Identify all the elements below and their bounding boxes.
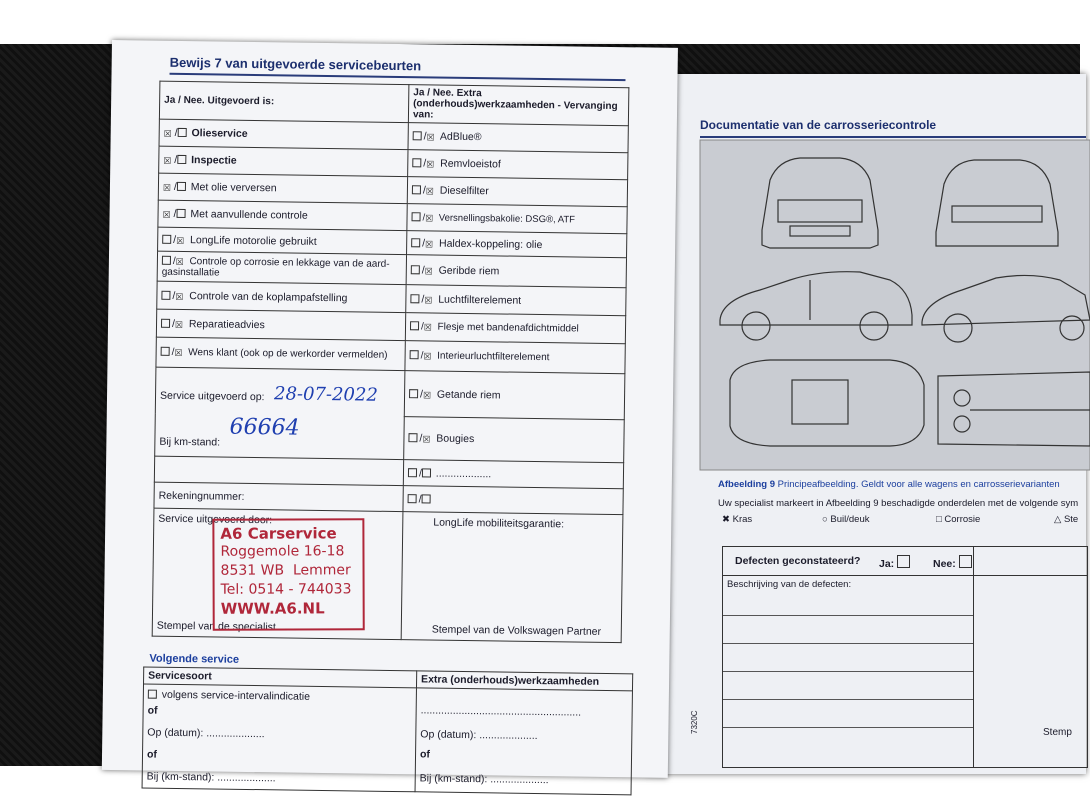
next-extra-dots[interactable]: ....................................................... (420, 704, 582, 719)
legend-buil: ○ Buil/deuk (822, 514, 870, 525)
defects-label: Defecten geconstateerd? (735, 555, 861, 567)
checkbox[interactable] (177, 182, 186, 191)
checkbox[interactable] (177, 155, 186, 164)
legend-kras-label: Kras (732, 514, 753, 525)
checkbox[interactable] (161, 290, 170, 299)
checkbox[interactable] (422, 468, 431, 477)
row-label: Haldex-koppeling: olie (438, 237, 543, 251)
next-col1-header: Servicesoort (144, 667, 417, 688)
row-label: AdBlue® (439, 130, 482, 144)
check-icon[interactable]: ☒ (426, 132, 435, 143)
row-versnellingsbakolie: /☒ Versnellingsbakolie: DSG®, ATF (407, 204, 627, 234)
next-km-2[interactable]: Bij (km-stand): .................... (419, 772, 549, 787)
mark-instruction: Uw specialist markeert in Afbeelding 9 beschadigde onderdelen met de volgende sym (718, 498, 1079, 509)
row-label: Bougies (436, 432, 475, 446)
row-label: Getande riem (436, 388, 501, 401)
check-icon[interactable]: ☒ (162, 182, 172, 193)
invoice-label: Rekeningnummer: (154, 482, 403, 511)
checkbox[interactable] (408, 468, 417, 477)
check-icon[interactable]: ☒ (163, 155, 172, 166)
row-empty: / (403, 486, 623, 515)
check-icon[interactable]: ☒ (424, 265, 433, 277)
check-icon[interactable]: ☒ (425, 238, 434, 250)
row-inspectie: ☒ / Inspectie (159, 146, 408, 176)
checkbox[interactable] (410, 321, 419, 330)
row-label: Dieselfilter (439, 184, 489, 198)
left-page-title: Bewijs 7 van uitgevoerde servicebeurten (169, 54, 422, 74)
row-getande-riem: /☒ Getande riem (404, 371, 625, 420)
figure-caption-label: Afbeelding 9 (718, 479, 776, 490)
checkbox[interactable] (409, 389, 418, 398)
defects-yes (879, 555, 912, 570)
stamp-web: WWW.A6.NL (220, 599, 325, 618)
page-code: 7320C (690, 710, 699, 734)
row-label: LongLife motorolie gebruikt (189, 233, 317, 248)
km-spacer (154, 456, 403, 485)
row-label: Versnellingsbakolie: DSG®, ATF (438, 212, 576, 225)
left-page (102, 40, 678, 787)
performed-by-label: Service uitgevoerd door: (158, 512, 273, 527)
check-icon[interactable]: ☒ (174, 347, 183, 359)
stamp-street: Roggemole 16-18 (220, 543, 345, 560)
defects-no (933, 555, 974, 570)
checkbox[interactable] (161, 318, 170, 327)
row-label: Wens klant (ook op de werkorder vermelden) (188, 347, 388, 361)
km-value[interactable]: 66664 (229, 414, 300, 441)
row-label: Olieservice (191, 127, 248, 140)
check-icon[interactable]: ☒ (174, 319, 184, 330)
next-service-table (142, 666, 634, 795)
longlife-label: LongLife mobiliteitsgarantie: (433, 516, 565, 531)
km-label: Bij km-stand: (159, 435, 221, 449)
row-koplamp: /☒ Controle van de koplampafstelling (157, 281, 406, 312)
checkbox[interactable] (161, 347, 170, 356)
checkbox[interactable] (148, 690, 157, 699)
next-col2-header: Extra (onderhouds)werkzaamheden (416, 671, 632, 691)
next-service-title: Volgende service (149, 652, 240, 666)
checkbox[interactable] (408, 433, 417, 442)
legend-steen-label: Ste (1063, 514, 1079, 525)
row-label: Met olie verversen (190, 181, 277, 195)
check-icon[interactable]: ☒ (426, 159, 435, 170)
row-label: Controle op corrosie en lekkage van de aard-gasinstallatie (161, 255, 390, 279)
row-remvloeistof: /☒ Remvloeistof (408, 150, 628, 180)
check-icon[interactable]: ☒ (425, 212, 434, 224)
right-page (646, 74, 1086, 774)
next-of-1: of (147, 704, 158, 717)
next-col1-body (142, 684, 416, 792)
legend-steen: △ Ste (1054, 514, 1079, 525)
row-luchtfilter: /☒ Luchtfilterelement (406, 285, 626, 316)
row-label: Reparatieadvies (188, 317, 265, 331)
row-olieservice: ☒ / Olieservice (159, 119, 408, 149)
checkbox[interactable] (410, 294, 419, 303)
row-label: Geribde riem (438, 264, 500, 277)
title-rule-left (170, 73, 626, 81)
checkbox[interactable] (412, 158, 421, 167)
next-interval-label: volgens service-intervalindicatie (161, 688, 311, 703)
figure-caption (718, 479, 1060, 490)
row-reparatieadvies: /☒ Reparatieadvies (156, 309, 405, 340)
row-bougies: /☒ Bougies (404, 417, 625, 463)
row-label: Flesje met bandenafdichtmiddel (437, 321, 579, 335)
defects-no-label: Nee: (933, 558, 956, 570)
next-of-3: of (419, 748, 431, 761)
next-date-2[interactable]: Op (datum): .................... (420, 728, 538, 743)
check-icon[interactable]: ☒ (162, 209, 171, 220)
row-label: Controle van de koplampafstelling (189, 289, 348, 304)
check-icon[interactable]: ☒ (163, 128, 172, 139)
service-date-cell (155, 367, 405, 459)
title-rule (700, 136, 1086, 138)
legend-buil-label: Buil/deuk (830, 514, 870, 525)
defects-box (722, 546, 1088, 768)
row-haldex: /☒ Haldex-koppeling: olie (407, 231, 627, 258)
service-date-label: Service uitgevoerd op: (159, 389, 265, 404)
legend-corrosie: □ Corrosie (936, 514, 981, 525)
checkbox[interactable] (411, 265, 420, 274)
right-page-title: Documentatie van de carrosseriecontrole (700, 118, 937, 132)
check-icon[interactable]: ☒ (423, 351, 432, 362)
row-interieurfilter: /☒ Interieurluchtfilterelement (405, 341, 625, 374)
photo (0, 44, 1080, 787)
stamp-phone: Tel: 0514 - 744033 (220, 581, 352, 598)
check-icon[interactable]: ☒ (175, 291, 184, 302)
row-label: Met aanvullende controle (190, 208, 308, 222)
row-label: Inspectie (191, 154, 237, 167)
checkbox[interactable] (412, 185, 421, 194)
checkbox[interactable] (408, 494, 417, 503)
row-extra-dots: / ................... (403, 460, 623, 489)
row-longlife-olie: /☒ LongLife motorolie gebruikt (158, 227, 407, 254)
checkbox[interactable] (421, 494, 430, 503)
checkbox[interactable] (413, 131, 422, 140)
col2-header: Ja / Nee. Extra (onderhouds)werkzaamheden - Vervanging van: (408, 85, 629, 126)
checkbox[interactable] (162, 234, 171, 243)
checkbox[interactable] (162, 255, 171, 264)
next-date[interactable]: Op (datum): .................... (147, 726, 265, 741)
check-icon[interactable]: ☒ (176, 235, 185, 246)
checkbox[interactable] (411, 238, 420, 247)
row-geribde-riem: /☒ Geribde riem (406, 255, 626, 288)
row-adblue: /☒ AdBlue® (408, 123, 628, 153)
row-olie-verversen: ☒ / Met olie verversen (158, 173, 407, 203)
defects-yes-label: Ja: (879, 558, 895, 570)
col1-header: Ja / Nee. Uitgevoerd is: (159, 81, 409, 122)
row-label: ................... (435, 467, 492, 480)
row-bandenafdichtmiddel: /☒ Flesje met bandenafdichtmiddel (405, 313, 625, 344)
checkbox[interactable] (176, 209, 185, 218)
row-dieselfilter: /☒ Dieselfilter (407, 177, 627, 207)
row-label: Remvloeistof (440, 157, 501, 171)
stamp-partner-label: Stempel van de Volkswagen Partner (431, 623, 602, 638)
defects-yes-checkbox[interactable] (897, 555, 910, 568)
check-icon[interactable]: ☒ (425, 186, 434, 197)
defects-description-label: Beschrijving van de defecten: (727, 579, 852, 590)
row-corrosie-controle: /☒ Controle op corrosie en lekkage van de aard-gasinstallatie (157, 251, 406, 284)
check-icon[interactable]: ☒ (422, 434, 431, 445)
stamp-name: A6 Carservice (220, 524, 337, 543)
right-stamp-label: Stemp (1043, 727, 1072, 738)
legend-kras: ✖ Kras (722, 514, 753, 525)
checkbox[interactable] (178, 128, 187, 137)
longlife-cell (401, 512, 623, 643)
car-diagram (700, 140, 1090, 470)
check-icon[interactable]: ☒ (424, 294, 433, 305)
legend-corrosie-label: Corrosie (944, 514, 981, 525)
next-col2-body (415, 688, 632, 795)
defects-no-checkbox[interactable] (959, 555, 972, 568)
row-label: Luchtfilterelement (438, 293, 522, 307)
company-stamp (212, 518, 364, 631)
top-margin (0, 0, 1080, 44)
next-interval (148, 689, 310, 703)
service-date-value[interactable]: 28-07-2022 (273, 383, 378, 406)
check-icon[interactable]: ☒ (423, 322, 432, 333)
figure-caption-text: Principeafbeelding. Geldt voor alle wagens en carrosserievarianten (777, 479, 1060, 490)
row-aanvullende-controle: ☒ / Met aanvullende controle (158, 200, 407, 230)
next-km[interactable]: Bij (km-stand): .................... (146, 770, 276, 785)
stamp-specialist-label: Stempel van de specialist (156, 619, 276, 634)
check-icon[interactable]: ☒ (175, 256, 184, 267)
row-wens-klant: /☒ Wens klant (ook op de werkorder vermelden) (156, 337, 405, 370)
next-of-2: of (146, 748, 158, 761)
row-label: Interieurluchtfilterelement (437, 350, 550, 364)
check-icon[interactable]: ☒ (422, 389, 432, 401)
checkbox[interactable] (412, 212, 421, 221)
checkbox[interactable] (410, 350, 419, 359)
stamp-city: 8531 WB Lemmer (220, 562, 351, 579)
